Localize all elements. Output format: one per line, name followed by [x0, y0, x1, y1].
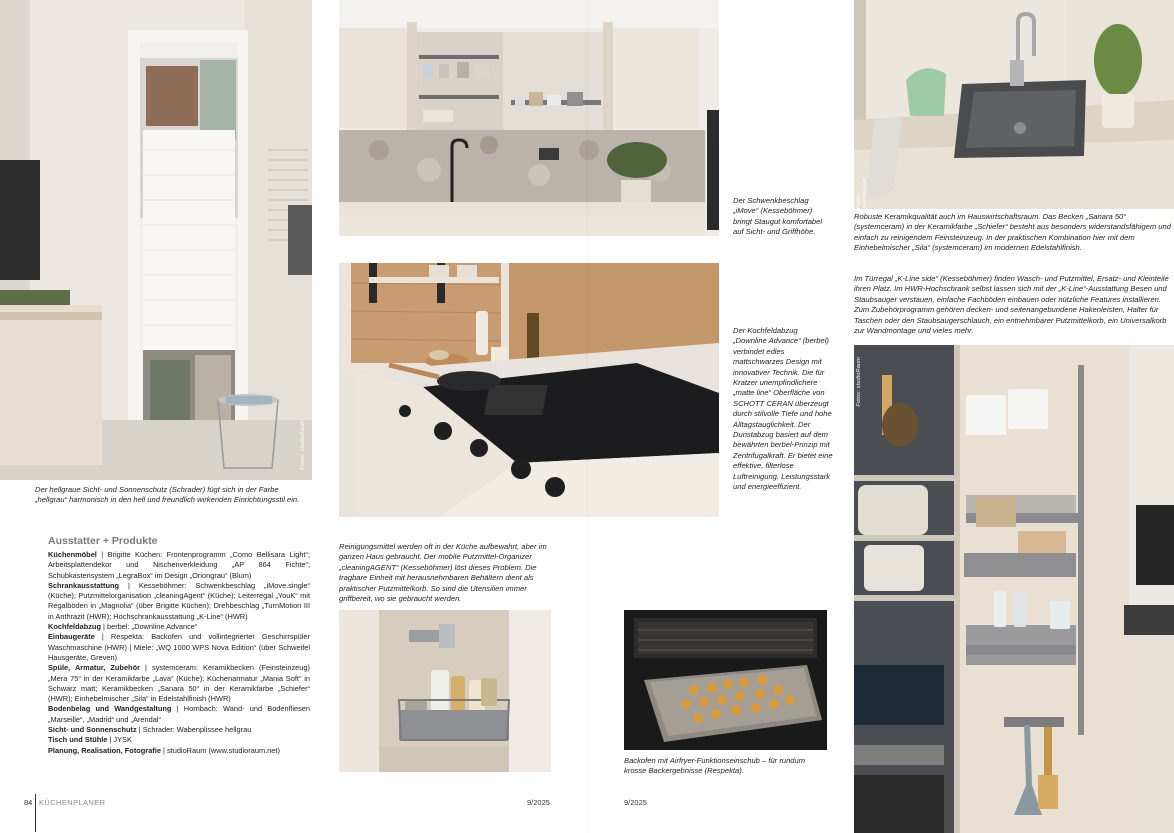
photo-cleaning-organizer — [339, 610, 551, 772]
caption-imove: Der Schwenkbeschlag „iMove“ (Kesseböhmer) bringt Staugut komfortabel auf Sicht- und Griffhöhe. — [733, 196, 823, 237]
photo-window-blind — [0, 0, 312, 480]
caption-sink: Robuste Keramikqualität auch im Hauswirtschaftsraum. Das Becken „Sanara 50“ (systemceram) in der Keramikfarbe „Schiefer“ besteht aus besonders widerstandsfähigem und einfach zu reinigendem Feinsteinzeug. In der praktischen Kombination hier mit dem Einhebelmischer „Sila“ (systemceram) im modernen Edelstahlfinish. — [854, 212, 1171, 253]
caption-hwr-kline: Im Türregal „K-Line side“ (Kesseböhmer) finden Wasch- und Putzmittel, Ersatz- und Kleinteile ihren Platz. Im HWR-Hochschrank selbst lassen sich mit der „K-Line“-Ausstattung Besen und Staubsauger verstauen, einfache Fachböden einbauen oder nützliche Features installieren. Zum Zubehörprogramm gehören decken- und seitenangebundene Hakenleisten, Halter für Taschen oder den Staubsaugerschlauch, ein entnehmbarer Putzmittelkorb, ein Universalkorb zur Wandmontage und vieles mehr. — [854, 274, 1169, 336]
sources-entry: Tisch und Stühle | JYSK — [48, 735, 132, 745]
footer-divider — [35, 794, 36, 832]
sources-list — [48, 550, 310, 756]
sources-entry: Kochfeldabzug | berbel: „Downline Advance“ — [48, 622, 198, 632]
photo-imove-cabinet — [339, 0, 719, 236]
issue-left: 9/2025 — [527, 798, 550, 807]
sources-entry: Spüle, Armatur, Zubehör | systemceram: Keramikbecken (Feinsteinzeug) „Mera 75“ in der Keramikfarbe „Lava“ (Küche); Küchenarmatur „Mania Soft“ in Schwarz matt; Keramikbecken „Sanara 50“ in der Keramikfarbe „Schiefer“ (HWR); Einhebelmischer „Sila“ in Edelstahlfinish (HWR) — [48, 663, 310, 704]
sources-entry: Planung, Realisation, Fotografie | studioRaum (www.studioraum.net) — [48, 745, 280, 755]
photo-credit: Fotos: studioRaum — [300, 420, 306, 470]
caption-oven: Backofen mit Airfryer-Funktionseinschub – für rundum krosse Backergebnisse (Respekta). — [624, 756, 806, 776]
photo-credit: Fotos: studioRaum — [856, 177, 868, 209]
caption-cleaning-agent: Reinigungsmittel werden oft in der Küche aufbewahrt, aber im ganzen Haus gebraucht. Der mobile Putzmittel-Organizer „cleaningAGENT“ (Kesseböhmer) löst dieses Problem. Die tragbare Einheit mit herausnehmbaren Behältern dient als praktischer Putzmittelkorb. So sind die Utensilien immer griffbereit, wo sie gebraucht werden. — [339, 542, 547, 604]
sources-entry: Sicht- und Sonnenschutz | Schrader: Wabenplissee hellgrau — [48, 725, 252, 735]
sources-heading: Ausstatter + Produkte — [48, 535, 158, 547]
photo-utility-sink — [854, 0, 1174, 209]
page-number-left: 84 — [24, 798, 33, 807]
sources-entry: Schrankausstattung | Kesseböhmer: Schwenkbeschlag „iMove.single“ (Küche); Putzmittelorganisation „cleaningAgent“ (Küche); Leiterregal „YouK“ mit Regalböden in „Magnolia“ (über Brigitte Küchen); Drehbeschlag „TurnMotion III in Anthrazit (HWR); Hochschrankausstattung „K-Line“ (HWR) — [48, 580, 310, 621]
page-fold — [587, 0, 588, 833]
issue-right: 9/2025 — [624, 798, 647, 807]
photo-hwr-cabinet — [854, 345, 1174, 833]
sources-entry: Küchenmöbel | Brigitte Küchen: Frontenprogramm „Como Bellisara Light“; Arbeitsplattendekor und Nischenverkleidung „AP 864 Fichte“; Schubkastensystem „LegraBox“ im Design „Oriongrau“ (Blum) — [48, 550, 310, 580]
magazine-name: KÜCHENPLANER — [39, 798, 106, 807]
photo-oven-airfryer — [624, 610, 827, 750]
photo-downdraft-hob — [339, 263, 719, 517]
sources-entry: Einbaugeräte | Respekta: Backofen und vollintegrierter Geschirrspüler Waschmaschine (HWR) | Miele: „WQ 1000 WPS Nova Edition“ (über Schweifel Hausgeräte, Greven) — [48, 632, 310, 662]
photo-credit: Fotos: studioRaum — [856, 357, 862, 407]
caption-hob: Der Kochfeldabzug „Downline Advance“ (berbel) verbindet edles mattschwarzes Design mit innovativer Technik. Die für Kratzer unempfindlichere „matte line“ Oberfläche von SCHOTT CERAN überzeugt durch stilvolle Tiefe und hohe Alltagstauglichkeit. Der Dunstabzug basiert auf dem bewährten berbel-Prinzip mit Zentrifugalkraft. Er bietet eine effektive, filterlose Luftreinigung. Leistungsstark und energieeffizient. — [733, 326, 833, 492]
sources-entry: Bodenbelag und Wandgestaltung | Hornbach: Wand- und Bodenfliesen „Marseille“, „Madrid“ und „Arendal“ — [48, 704, 310, 724]
caption-window: Der hellgraue Sicht- und Sonnenschutz (Schrader) fügt sich in der Farbe „hellgrau“ harmonisch in den hell und freundlich wirkenden Einrichtungsstil ein. — [35, 485, 300, 505]
